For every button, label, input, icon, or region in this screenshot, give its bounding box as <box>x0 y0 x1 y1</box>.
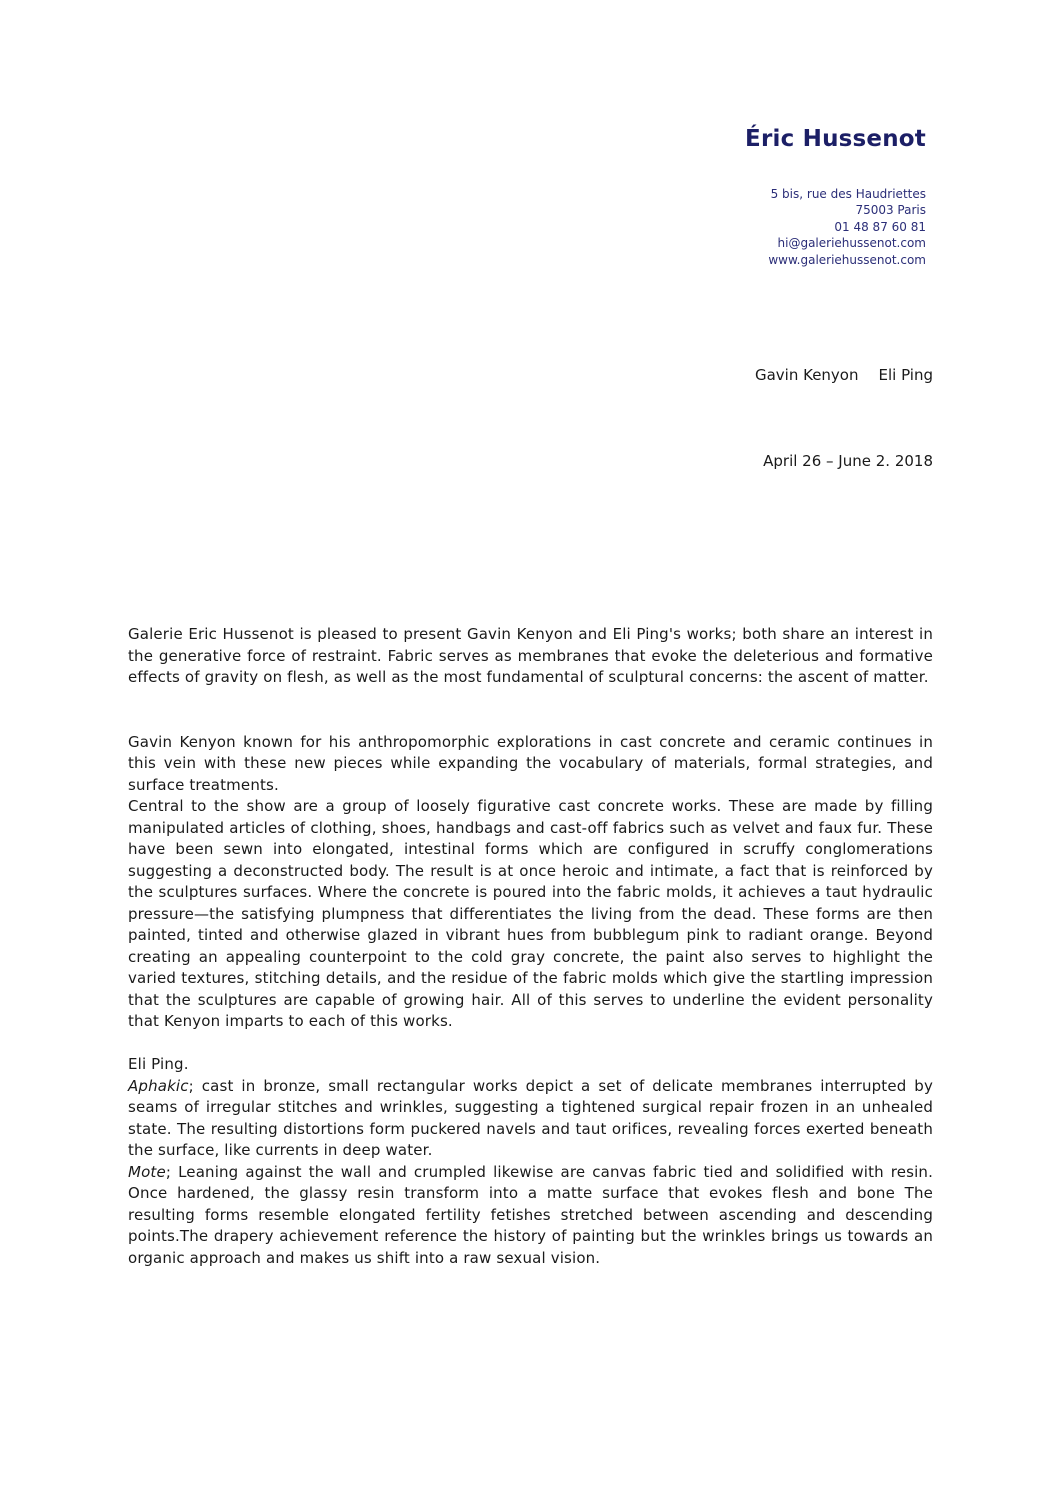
gallery-name: Éric Hussenot <box>745 126 926 152</box>
exhibition-dates: April 26 – June 2. 2018 <box>763 452 933 470</box>
kenyon-paragraph-1: Gavin Kenyon known for his anthropomorphic explorations in cast concrete and ceramic continues in this vein with these new pieces while expanding the vocabulary of materials, formal strategies, and surface treatments. <box>128 732 933 794</box>
artist-name-kenyon: Gavin Kenyon <box>754 366 859 384</box>
address-email: hi@galeriehussenot.com <box>777 236 926 251</box>
ping-heading: Eli Ping. <box>128 1055 189 1073</box>
aphakic-title: Aphakic <box>128 1076 189 1095</box>
press-release-body <box>128 624 933 1269</box>
gallery-address <box>745 186 926 269</box>
exhibition-artists <box>755 366 933 384</box>
mote-title: Mote <box>128 1162 166 1181</box>
address-website: www.galeriehussenot.com <box>768 252 926 267</box>
address-phone: 01 48 87 60 81 <box>834 219 926 234</box>
address-street: 5 bis, rue des Haudriettes <box>770 186 926 201</box>
intro-paragraph: Galerie Eric Hussenot is pleased to present Gavin Kenyon and Eli Ping's works; both share an interest in the generative force of restraint. Fabric serves as membranes that evoke the deleterious and formative effects of gravity on flesh, as well as the most fundamental of sculptural concerns: the ascent of matter. <box>128 625 933 686</box>
address-city: 75003 Paris <box>855 203 926 218</box>
artist-name-ping: Eli Ping <box>878 366 933 384</box>
mote-text: ; Leaning against the wall and crumpled likewise are canvas fabric tied and solidified with resin. Once hardened, the glassy resin transform into a matte surface that evokes flesh and bone The resulting forms resemble elongated fertility fetishes stretched between ascending and descending points.The drapery achievement reference the history of painting but the wrinkles brings us towards an organic approach and makes us shift into a raw sexual vision. <box>128 1162 933 1267</box>
aphakic-text: ; cast in bronze, small rectangular works depict a set of delicate membranes interrupted by seams of irregular stitches and wrinkles, suggesting a tightened surgical repair frozen in an unhealed state. The resulting distortions form puckered navels and taut orifices, revealing forces exerted beneath the surface, like currents in deep water. <box>128 1076 933 1159</box>
kenyon-paragraph-2: Central to the show are a group of loosely figurative cast concrete works. These are made by filling manipulated articles of clothing, shoes, handbags and cast-off fabrics such as velvet and faux fur. These have been sewn into elongated, intestinal forms which are configured in scruffy conglomerations suggesting a deconstructed body. The result is at once heroic and intimate, a fact that is reinforced by the sculptures surfaces. Where the concrete is poured into the fabric molds, it achieves a taut hydraulic pressure—the satisfying plumpness that differentiates the living from the dead. These forms are then painted, tinted and otherwise glazed in vibrant hues from bubblegum pink to radiant orange. Beyond creating an appealing counterpoint to the cold gray concrete, the paint also serves to highlight the varied textures, stitching details, and the residue of the fabric molds which give the startling impression that the sculptures are capable of growing hair. All of this serves to underline the evident personality that Kenyon imparts to each of this works. <box>128 797 933 1030</box>
mote-paragraph <box>128 1162 933 1270</box>
aphakic-paragraph <box>128 1076 933 1162</box>
letterhead <box>745 126 926 268</box>
